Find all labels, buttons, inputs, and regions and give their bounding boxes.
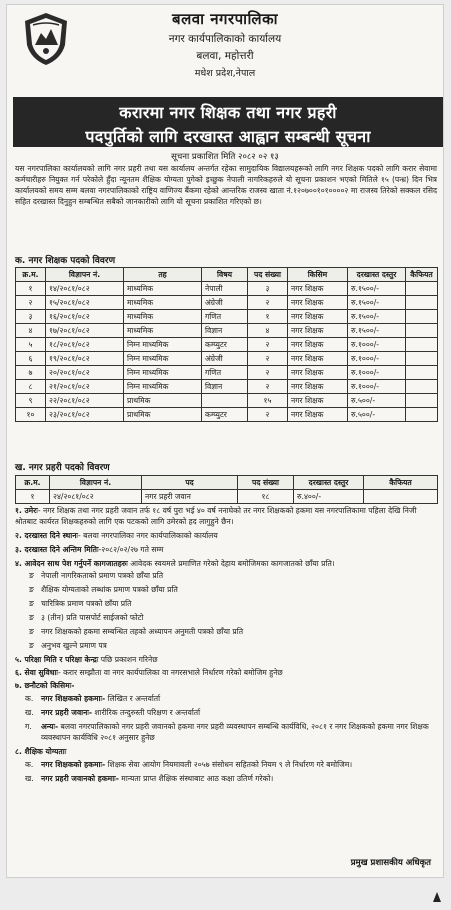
- table-cell: [406, 352, 438, 366]
- clause-documents-label: ४. आवेदन साथ पेश गर्नुपर्ने कागजातहरुः: [15, 559, 128, 568]
- clause-exam-label: ५. परिक्षा मिति र परिक्षा केन्द्रः: [15, 655, 99, 664]
- banner-line-1: करारमा नगर शिक्षक तथा नगर प्रहरी: [119, 103, 337, 122]
- clause-facility-label: ६. सेवा सुविधाः: [15, 668, 58, 677]
- banner-line-2: पदपुर्तिको लागि दरखास्त आह्वान सम्बन्धी सूचना: [85, 127, 371, 146]
- table-cell: १४/२०८१/०८२: [46, 282, 124, 296]
- item-label: अन्यः-: [41, 722, 59, 731]
- table-cell: २०/२०८१/०८२: [46, 366, 124, 380]
- teacher-table-header: [16, 268, 438, 282]
- section-b-title: ख. नगर प्रहरी पदको विवरण: [15, 463, 110, 473]
- item-mark: ख.: [25, 774, 34, 783]
- table-cell: नगर शिक्षक: [288, 408, 348, 422]
- table-cell: [406, 380, 438, 394]
- table-cell: २: [16, 296, 46, 310]
- table-cell: निम्न माध्यमिक: [124, 366, 202, 380]
- table-cell: १७/२०८१/०८२: [46, 324, 124, 338]
- table-cell: २: [248, 366, 288, 380]
- table-cell: नगर शिक्षक: [288, 296, 348, 310]
- table-row: [16, 296, 438, 310]
- table-cell: १५/२०८१/०८२: [46, 296, 124, 310]
- section-a-title: क. नगर शिक्षक पदको विवरण: [15, 256, 116, 266]
- document-item: [15, 625, 437, 639]
- clause-age: [15, 505, 437, 527]
- column-header: क्र.म.: [16, 476, 50, 490]
- table-row: [16, 338, 438, 352]
- table-cell: निम्न माध्यमिक: [124, 380, 202, 394]
- bullet-mark: ङ: [29, 599, 34, 608]
- item-mark: क.: [25, 760, 34, 769]
- letterhead: [7, 5, 443, 101]
- police-posts-table: [15, 475, 438, 504]
- item-text: लिखित र अन्तर्वार्ता: [105, 694, 161, 703]
- table-cell: ४: [16, 324, 46, 338]
- table-cell: १९/२०८१/०८२: [46, 352, 124, 366]
- table-cell: अंग्रेजी: [202, 296, 248, 310]
- clause-deadline-label: ३. दरखास्त दिने अन्तिम मितिः: [15, 545, 99, 554]
- table-cell: नेपाली: [202, 282, 248, 296]
- municipality-emblem-icon: [21, 11, 71, 67]
- column-header: दरखास्त दस्तुर: [348, 268, 406, 282]
- table-row: [16, 310, 438, 324]
- item-label: नगर प्रहरी जवानः-: [41, 708, 93, 717]
- table-cell: नगर शिक्षक: [288, 310, 348, 324]
- clause-exam: [15, 654, 437, 665]
- police-table-header: [16, 476, 438, 490]
- table-cell: १८: [238, 490, 294, 504]
- table-cell: रु.४००/-: [294, 490, 364, 504]
- table-cell: रु.१५००/-: [348, 310, 406, 324]
- column-header: दरखास्त दस्तुर: [294, 476, 364, 490]
- table-cell: ६: [16, 352, 46, 366]
- table-cell: २: [248, 296, 288, 310]
- column-header: पद संख्या: [248, 268, 288, 282]
- table-row: [16, 380, 438, 394]
- table-cell: नगर शिक्षक: [288, 282, 348, 296]
- table-cell: १५: [248, 394, 288, 408]
- column-header: किसिम: [288, 268, 348, 282]
- selection-list: [15, 693, 437, 743]
- table-cell: १: [16, 490, 50, 504]
- table-cell: [406, 338, 438, 352]
- table-cell: ३: [248, 282, 288, 296]
- table-cell: [406, 394, 438, 408]
- documents-list: [15, 569, 437, 653]
- clause-documents-text: आवेदक स्वयमले प्रमाणित गरेको देहाय बमोजिमका कागजातको छाँया प्रति।: [127, 559, 335, 568]
- table-cell: [202, 394, 248, 408]
- table-row: [16, 408, 438, 422]
- table-cell: रु.१५००/-: [348, 282, 406, 296]
- qualification-item: [15, 759, 437, 770]
- table-cell: [406, 310, 438, 324]
- bullet-mark: ङ: [29, 585, 34, 594]
- clauses: [15, 505, 437, 787]
- office-name: बलवा नगरपालिका: [172, 10, 278, 28]
- document-item: [15, 597, 437, 611]
- column-header: विज्ञापन नं.: [46, 268, 124, 282]
- item-mark: ग.: [25, 722, 32, 731]
- table-cell: नगर शिक्षक: [288, 338, 348, 352]
- item-text: बलवा नगरपालिकाको नगर प्रहरी जवानको हकमा नगर प्रहरी व्यवस्थापन सम्बन्धि कार्यविधि, २०८१ र नगर शिक्षकको हकमा नगर शिक्षक व्यवस्थापन कार्यविधि २०८१ अनुसार हुनेछ: [41, 722, 429, 742]
- clause-age-label: १. उमेरः: [15, 506, 38, 515]
- table-cell: गणित: [202, 366, 248, 380]
- selection-item: [15, 707, 437, 718]
- table-cell: नगर शिक्षक: [288, 380, 348, 394]
- clause-qualification-label: ८. शैक्षिक योग्यताः: [15, 747, 67, 756]
- column-header: तह: [124, 268, 202, 282]
- column-header: पद संख्या: [238, 476, 294, 490]
- office-executive: नगर कार्यपालिकाको कार्यालय: [168, 33, 282, 45]
- clause-facility: [15, 667, 437, 678]
- table-cell: रु.५००/-: [348, 394, 406, 408]
- table-cell: माध्यमिक: [124, 296, 202, 310]
- document-item: [15, 639, 437, 653]
- table-cell: माध्यमिक: [124, 282, 202, 296]
- column-header: विज्ञापन नं.: [50, 476, 142, 490]
- table-cell: १०: [16, 408, 46, 422]
- bullet-mark: ङ: [29, 641, 34, 650]
- table-cell: विज्ञान: [202, 324, 248, 338]
- table-cell: विज्ञान: [202, 380, 248, 394]
- column-header: कैफियत: [406, 268, 438, 282]
- table-cell: १: [248, 310, 288, 324]
- clause-place-label: २. दरखास्त दिने स्थानः: [15, 531, 78, 540]
- clause-facility-text: - करार सम्झौता वा नगर कार्यपालिका वा नगरसभाले निर्धारण गरेको बमोजिम हुनेछ: [57, 668, 283, 677]
- table-cell: [406, 366, 438, 380]
- teacher-posts-table: [15, 267, 438, 422]
- table-cell: माध्यमिक: [124, 324, 202, 338]
- qualification-list: [15, 759, 437, 784]
- table-cell: नगर शिक्षक: [288, 394, 348, 408]
- table-cell: १६/२०८१/०८२: [46, 310, 124, 324]
- table-cell: नगर प्रहरी जवान: [142, 490, 238, 504]
- document-item: [15, 569, 437, 583]
- notice-banner: [13, 97, 443, 147]
- table-cell: रु.५००/-: [348, 408, 406, 422]
- table-cell: नगर शिक्षक: [288, 366, 348, 380]
- document-text: अनुभव खुल्ने प्रमाण पत्र: [41, 641, 107, 650]
- table-row: [16, 352, 438, 366]
- table-cell: ७: [16, 366, 46, 380]
- item-mark: क.: [25, 694, 34, 703]
- column-header: क्र.म.: [16, 268, 46, 282]
- qualification-item: [15, 773, 437, 784]
- document-text: ३ (तीन) प्रति पासपोर्ट साईजको फोटो: [41, 613, 144, 622]
- table-cell: ३: [16, 310, 46, 324]
- table-row: [16, 324, 438, 338]
- table-row: [16, 366, 438, 380]
- document-text: शैक्षिक योग्यताको लब्धांक प्रमाण पत्रको छाँया प्रति: [41, 585, 178, 594]
- table-cell: २१/२०८१/०८२: [46, 380, 124, 394]
- table-cell: २: [248, 352, 288, 366]
- table-cell: २२/२०८१/०८२: [46, 394, 124, 408]
- table-cell: २: [248, 408, 288, 422]
- bullet-mark: ङ: [29, 627, 34, 636]
- item-text: शिक्षक सेवा आयोग नियमावली २०५७ संसोधन सहितको नियम ९ ले निर्धारण गरे बमोजिम।: [105, 760, 353, 769]
- corner-mark-icon: [431, 890, 443, 904]
- table-cell: ९: [16, 394, 46, 408]
- table-cell: ४: [248, 324, 288, 338]
- table-cell: कम्प्युटर: [202, 408, 248, 422]
- table-cell: ८: [16, 380, 46, 394]
- clause-documents: [15, 558, 437, 569]
- column-header: पद: [142, 476, 238, 490]
- table-cell: माध्यमिक: [124, 310, 202, 324]
- table-cell: कम्प्युटर: [202, 338, 248, 352]
- table-cell: प्राथमिक: [124, 408, 202, 422]
- table-row: [16, 282, 438, 296]
- table-cell: २: [248, 338, 288, 352]
- table-cell: निम्न माध्यमिक: [124, 352, 202, 366]
- clause-age-text: - नगर शिक्षक तथा नगर प्रहरी जवान तर्फ १८ वर्ष पुरा भई ४० वर्ष ननाघेको तर नगर शिक्षकको हकमा यस नगरपालिकामा पहिला देखि निजी श्रोतबाट कार्यरत शिक्षकहरुको लागि एक पटकको लागि उमेरको हद लागुहुने छैन।: [15, 506, 417, 526]
- table-cell: [406, 282, 438, 296]
- table-row: [16, 394, 438, 408]
- item-label: नगर शिक्षकको हकमाः-: [41, 760, 106, 769]
- publication-date: सूचना प्रकाशित मिति २०८२ ०२ १३: [171, 152, 279, 162]
- table-cell: [406, 296, 438, 310]
- table-cell: रु.१५००/-: [348, 296, 406, 310]
- document-text: नगर शिक्षकको हकमा सम्बन्धित तहको अध्यापन अनुमती पत्रको छाँया प्रति: [41, 627, 244, 636]
- item-label: नगर प्रहरी जवानको हकमाः-: [41, 774, 119, 783]
- table-cell: नगर शिक्षक: [288, 352, 348, 366]
- table-cell: गणित: [202, 310, 248, 324]
- bullet-mark: ङ: [29, 613, 34, 622]
- column-header: विषय: [202, 268, 248, 282]
- table-row: [16, 490, 438, 504]
- table-cell: रु.१०००/-: [348, 338, 406, 352]
- clause-place: [15, 530, 437, 541]
- table-cell: निम्न माध्यमिक: [124, 338, 202, 352]
- bullet-mark: ङ: [29, 571, 34, 580]
- selection-item: [15, 693, 437, 704]
- document-item: [15, 611, 437, 625]
- table-cell: ५: [16, 338, 46, 352]
- item-text: मान्यता प्राप्त शैक्षिक संस्थाबाट आठ कक्षा उतिर्ण गरेको।: [118, 774, 274, 783]
- intro-paragraph: यस नगरपालिका कार्यालयको लागि नगर प्रहरी तथा यस कार्यालय अन्तर्गत रहेका सामुदायिक विद्यालयहरूको लागि नगर शिक्षक पदको लागि करार सेवामा कर्मचारीहरु नियुक्त गर्न परेकोले हुँदा न्यूनतम शैक्षिक योग्यता पुगेको इच्छुक नेपाली नागरिकहरुले यो सूचना प्रकाशन भएको मितिले १५ (पन्ध्र) दिन भित्र कार्यालयको समय सम्म बलवा नगरपालिकाको राष्ट्रिय वाणिज्य बैंकमा रहेको आन्तरिक राजस्व खाता नं.१२०७००१०१००००२ मा राजस्व तिरेको सक्कल रसिद सहित दरखास्त दिनुहुन सम्बन्धित सबैको जानकारीको लागि यो सूचना प्रकाशित गरिएको छ।: [15, 164, 437, 206]
- clause-deadline: [15, 544, 437, 555]
- table-cell: रु.१०००/-: [348, 366, 406, 380]
- table-cell: १: [16, 282, 46, 296]
- selection-item: [15, 721, 437, 743]
- office-province: मधेश प्रदेश,नेपाल: [194, 68, 256, 79]
- table-cell: [364, 490, 438, 504]
- clause-exam-text: पछि प्रकाशन गरिनेछ: [98, 655, 158, 664]
- clause-deadline-text: -२०८२/०२/२७ गते सम्म: [98, 545, 164, 554]
- table-cell: [406, 324, 438, 338]
- clause-selection-label: ७. छनौटको किसिमः-: [15, 681, 75, 690]
- table-cell: १८/२०८१/०८२: [46, 338, 124, 352]
- document-text: चारित्रिक प्रमाण पत्रको छाँया प्रति: [41, 599, 132, 608]
- document-item: [15, 583, 437, 597]
- table-cell: अंग्रेजी: [202, 352, 248, 366]
- item-mark: ख.: [25, 708, 34, 717]
- table-cell: [406, 408, 438, 422]
- table-cell: रु.१५००/-: [348, 324, 406, 338]
- item-text: शारीरिक तन्दुरुस्ती परिक्षण र अन्तर्वार्ता: [92, 708, 201, 717]
- table-cell: २: [248, 380, 288, 394]
- table-cell: नगर शिक्षक: [288, 324, 348, 338]
- table-cell: रु.१०००/-: [348, 352, 406, 366]
- notice-sheet: [6, 4, 444, 878]
- signature-title: प्रमुख प्रशासकीय अधिकृत: [350, 858, 431, 868]
- table-cell: रु.१०००/-: [348, 380, 406, 394]
- document-text: नेपाली नागरिकताको प्रमाण पत्रको छाँया प्रति: [41, 571, 164, 580]
- table-cell: २४/२०८१/०८२: [50, 490, 142, 504]
- clause-place-text: - बलवा नगरपालिका नगर कार्यपालिकाको कार्यालय: [77, 531, 218, 540]
- office-address: बलवा, महोत्तरी: [196, 50, 254, 62]
- table-cell: प्राथमिक: [124, 394, 202, 408]
- item-label: नगर शिक्षकको हकमाः-: [41, 694, 106, 703]
- table-cell: २३/२०८१/०८२: [46, 408, 124, 422]
- column-header: कैफियत: [364, 476, 438, 490]
